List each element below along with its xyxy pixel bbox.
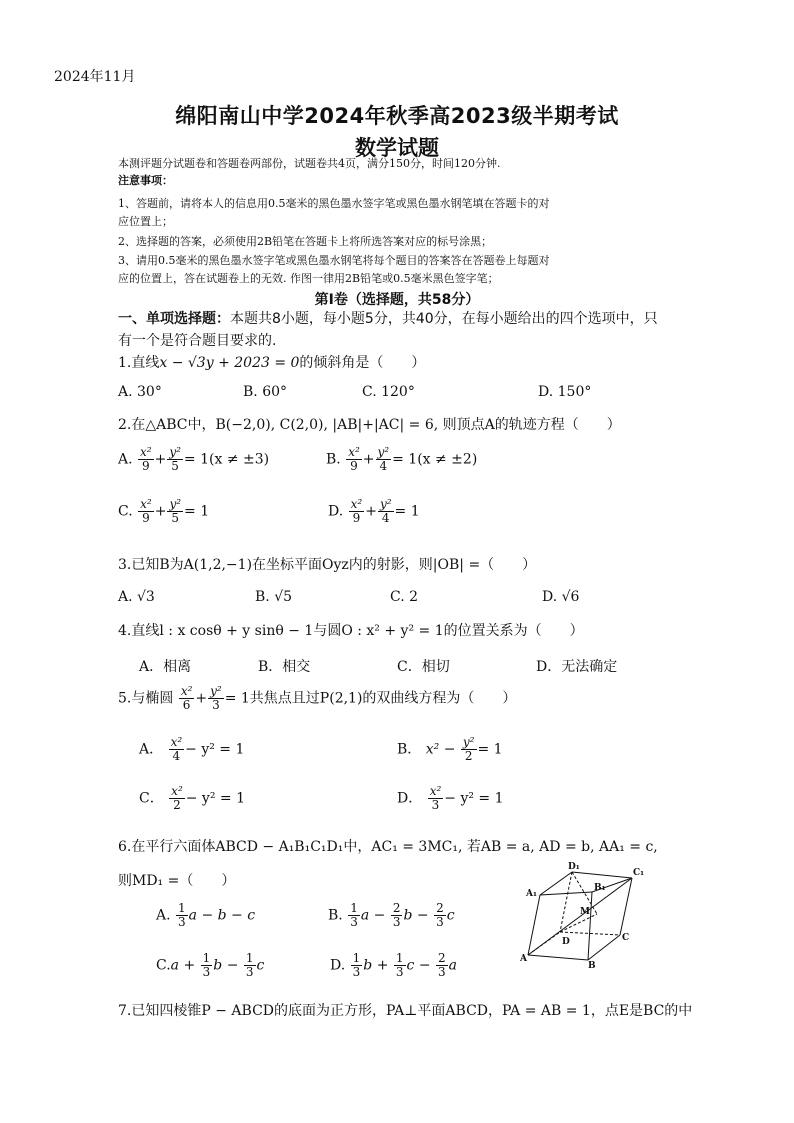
q6-option-a: A. $\frac{1}{3}$ a − b − c — [156, 901, 256, 929]
question-7: 7.已知四棱锥P − ABCD的底面为正方形，PA⊥平面ABCD，PA = AB = 1，点E是BC的中 — [118, 1003, 693, 1019]
edge-a-b — [528, 955, 588, 960]
q5-option-a: A． $\frac{\text{x²}}{4}$ − y² = 1 — [139, 735, 245, 763]
edge-a1-d1 — [540, 872, 572, 895]
section1-intro — [118, 308, 658, 330]
edge-d1-c1 — [572, 872, 632, 878]
notice-item-2: 2、选择题的答案，必须使用2B铅笔在答题卡上将所选答案对应的标号涂黑； — [118, 235, 493, 248]
question-3: 3.已知B为A(1,2,−1)在坐标平面Oyz内的射影，则|OB| =（ ） — [118, 557, 537, 573]
section1-text-a: 本题共8小题，每小题5分，共40分，在每小题给出的四个选项中，只 — [230, 311, 658, 327]
q6-option-c: C.a + $\frac{1}{3}$ b − $\frac{1}{3}$ c — [156, 951, 265, 979]
q2-option-a: A. $\frac{\text{x²}}{9}$ + $\frac{\text{y²}}{5}$ = 1(x ≠ ±3) — [118, 445, 270, 473]
q3-option-d: D. √6 — [542, 589, 580, 605]
q4-option-b: B．相交 — [258, 659, 311, 675]
q5-option-d: D． $\frac{\text{x²}}{3}$ − y² = 1 — [397, 784, 504, 812]
notice-item-3b: 应的位置上，答在试题卷上的无效. 作图一律用2B铅笔或0.5毫米黑色签字笔； — [118, 272, 499, 285]
q6-option-b: B. $\frac{1}{3}$ a − $\frac{2}{3}$ b − $\frac{2}{3}$ c — [328, 901, 455, 929]
q3-option-c: C. 2 — [390, 589, 419, 605]
label-b: B — [588, 961, 596, 970]
edge-b-c — [588, 935, 620, 960]
notice-item-1a: 1、答题前，请将本人的信息用0.5毫米的黑色墨水签字笔或黑色墨水钢笔填在答题卡的对 — [118, 197, 550, 210]
q1-option-a: A. 30° — [118, 384, 162, 400]
parallelepiped-figure — [520, 860, 650, 970]
edge-c1-c — [620, 878, 632, 935]
label-a: A — [520, 954, 527, 964]
section1-text-b: 有一个是符合题目要求的. — [118, 333, 277, 349]
exam-title: 绵阳南山中学2024年秋季高2023级半期考试 — [175, 104, 619, 128]
question-1: 1.直线x − √3y + 2023 = 0的倾斜角是（ ） — [118, 355, 426, 371]
question-5: 5.与椭圆 $\frac{\text{x²}}{6}$ + $\frac{\text{y²}}{3}$ = 1共焦点且过P(2,1)的双曲线方程为（ ） — [118, 684, 517, 712]
q1-option-c: C. 120° — [362, 384, 415, 400]
q6-option-d: D. $\frac{1}{3}$ b + $\frac{1}{3}$ c − $\frac{2}{3}$ a — [330, 951, 458, 979]
label-m: M — [580, 907, 590, 917]
q4-option-d: D．无法确定 — [536, 659, 618, 675]
edge-d1-d — [560, 872, 572, 932]
q1-option-b: B. 60° — [243, 384, 288, 400]
q3-option-b: B. √5 — [255, 589, 293, 605]
notice-item-3a: 3、请用0.5毫米的黑色墨水签字笔或黑色墨水钢笔将每个题目的答案答在答题卷上每题对 — [118, 254, 550, 267]
notice-heading: 注意事项： — [118, 174, 173, 187]
segment-md — [560, 914, 597, 932]
q1-option-d: D. 150° — [538, 384, 592, 400]
q1-expression: x − √3y + 2023 = 0 — [159, 355, 300, 371]
notice-item-1b: 应位置上； — [118, 215, 173, 228]
label-d: D — [562, 937, 570, 947]
question-6: 6.在平行六面体ABCD − A₁B₁C₁D₁中，AC₁ = 3MC₁, 若AB = a, AD = b, AA₁ = c, — [118, 839, 658, 855]
edge-a1-a — [528, 895, 540, 955]
label-c1: C₁ — [633, 868, 645, 878]
section1-heading: 一、单项选择题： — [118, 311, 230, 327]
q2-option-c: C. $\frac{\text{x²}}{9}$ + $\frac{\text{y²}}{5}$ = 1 — [118, 497, 210, 525]
label-c: C — [622, 933, 630, 943]
instructions-intro: 本测评题分试题卷和答题卷两部份，试题卷共4页，满分150分，时间120分钟. — [118, 157, 501, 170]
label-d1: D₁ — [568, 862, 580, 872]
q5-option-c: C． $\frac{\text{x²}}{2}$ − y² = 1 — [139, 784, 245, 812]
label-b1: B₁ — [594, 883, 606, 893]
volume-heading: 第Ⅰ卷（选择题，共58分） — [314, 292, 480, 308]
q3-option-a: A. √3 — [118, 589, 155, 605]
label-a1: A₁ — [526, 889, 537, 899]
question-6-ask: 则MD₁ =（ ） — [118, 873, 236, 889]
q4-option-a: A．相离 — [139, 659, 192, 675]
exam-date: 2024年11月 — [54, 69, 136, 85]
q2-option-d: D. $\frac{\text{x²}}{9}$ + $\frac{\text{y²}}{4}$ = 1 — [328, 497, 420, 525]
question-2: 2.在△ABC中，B(−2,0), C(2,0), |AB|+|AC| = 6, 则顶点A的轨迹方程（ ） — [118, 417, 621, 433]
q5-option-b: B． x² − $\frac{\text{y²}}{2}$ = 1 — [397, 735, 503, 763]
q2-option-b: B. $\frac{\text{x²}}{9}$ + $\frac{\text{y²}}{4}$ = 1(x ≠ ±2) — [326, 445, 478, 473]
q4-option-c: C．相切 — [397, 659, 450, 675]
question-4: 4.直线l : x cosθ + y sinθ − 1与圆O : x² + y² = 1的位置关系为（ ） — [118, 623, 584, 639]
exam-subject: 数学试题 — [355, 136, 439, 160]
edge-a1-b1 — [540, 892, 592, 895]
